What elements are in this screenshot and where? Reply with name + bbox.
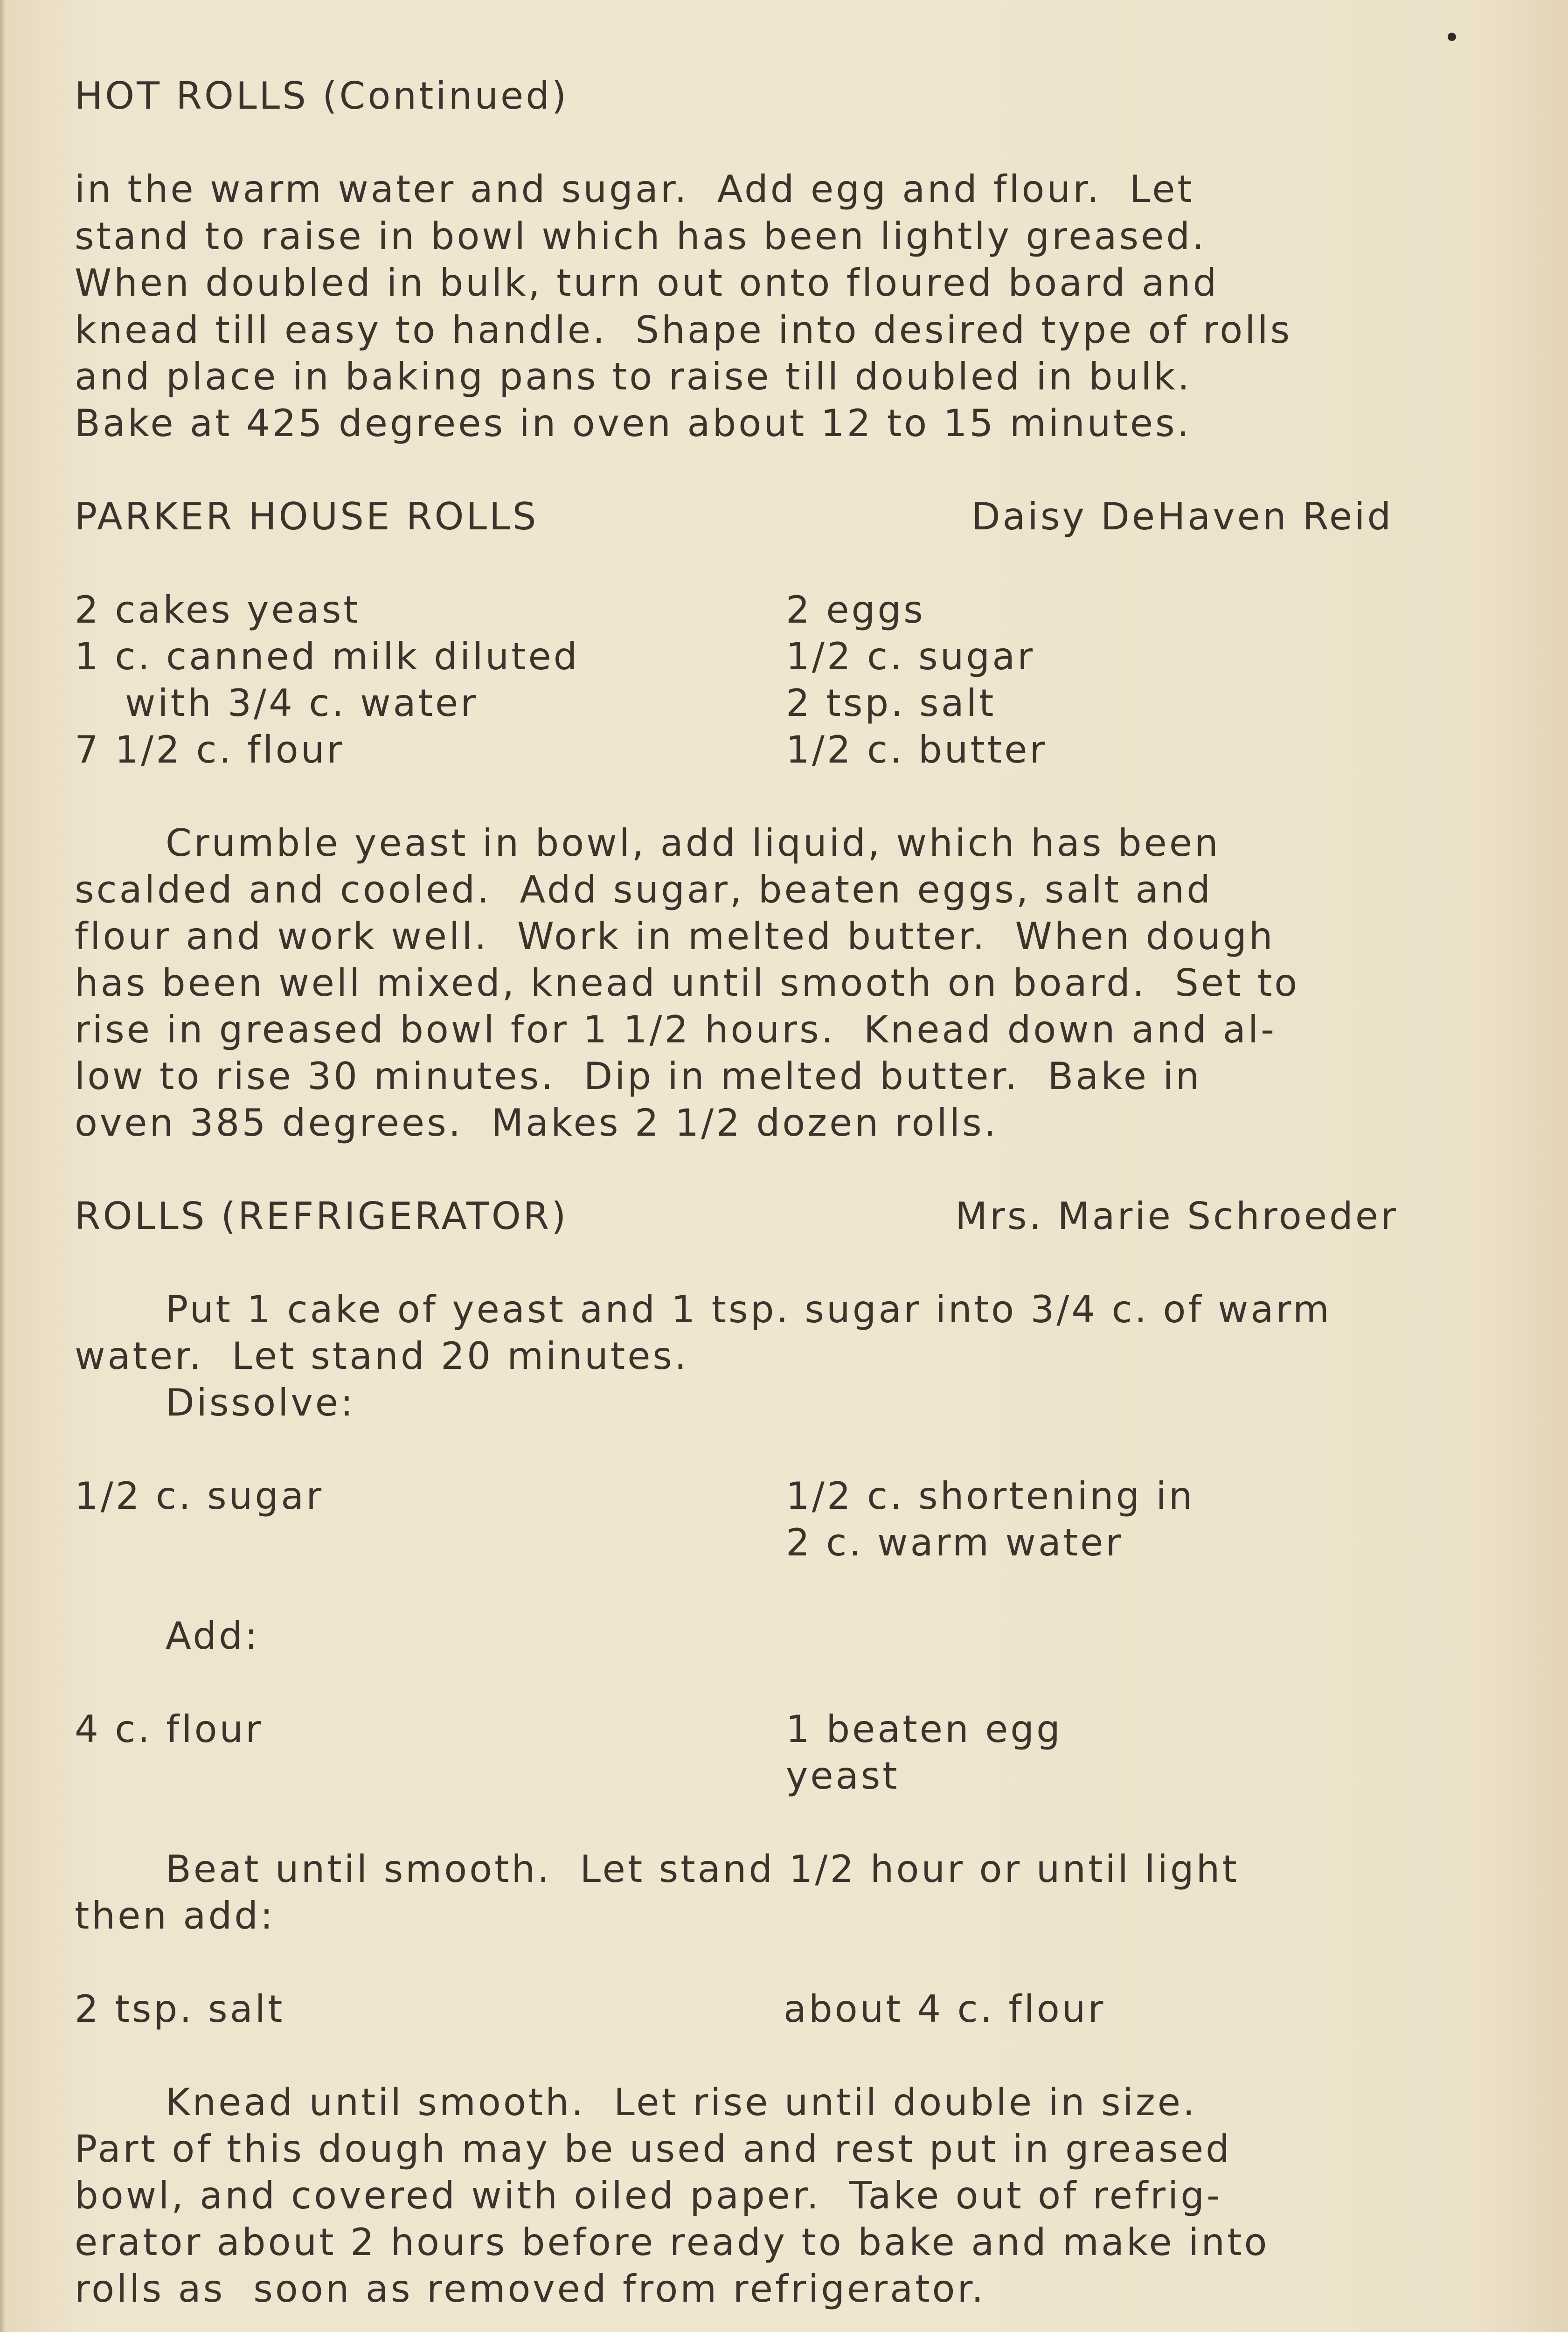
hot-rolls-title: HOT ROLLS (Continued): [75, 74, 569, 118]
ingredient-left: 7 1/2 c. flour: [75, 728, 345, 771]
dissolve-label: Dissolve:: [166, 1381, 355, 1424]
ingredient-right: 2 tsp. salt: [786, 681, 996, 725]
parker-house-text-line: oven 385 degrees. Makes 2 1/2 dozen rolls.: [75, 1101, 999, 1145]
ingredient-right: 2 eggs: [786, 588, 925, 632]
ingredient-right: 1/2 c. sugar: [786, 635, 1035, 678]
ingredient-right: 1/2 c. butter: [786, 728, 1048, 771]
knead-text-line: erator about 2 hours before ready to bake and make into: [75, 2221, 1270, 2264]
add-ingredient-right: yeast: [786, 1754, 900, 1798]
ingredient-left: 1 c. canned milk diluted: [75, 635, 580, 678]
parker-house-text-line: has been well mixed, knead until smooth on board. Set to: [75, 961, 1300, 1005]
add-ingredient-left: 4 c. flour: [75, 1707, 264, 1751]
knead-text-line: Part of this dough may be used and rest put in greased: [75, 2127, 1232, 2171]
hot-rolls-text-line: When doubled in bulk, turn out onto floured board and: [75, 261, 1219, 305]
parker-house-text-line: scalded and cooled. Add sugar, beaten eggs, salt and: [75, 868, 1213, 911]
dissolve-ingredient-right: 2 c. warm water: [786, 1521, 1124, 1564]
parker-house-text-line: Crumble yeast in bowl, add liquid, which has been: [166, 821, 1221, 865]
beat-text-line: then add:: [75, 1894, 275, 1937]
parker-house-text-line: flour and work well. Work in melted butter. When dough: [75, 915, 1275, 958]
ingredient-left: 2 cakes yeast: [75, 588, 361, 632]
parker-house-text-line: low to rise 30 minutes. Dip in melted butter. Bake in: [75, 1055, 1202, 1098]
add-ingredient-right: 1 beaten egg: [786, 1707, 1062, 1751]
parker-house-author: Daisy DeHaven Reid: [971, 495, 1394, 538]
dissolve-ingredient-right: 1/2 c. shortening in: [786, 1474, 1195, 1518]
add-label: Add:: [166, 1614, 260, 1658]
hot-rolls-text-line: in the warm water and sugar. Add egg and flour. Let: [75, 167, 1194, 211]
knead-text-line: Knead until smooth. Let rise until double in size.: [166, 2081, 1197, 2124]
refrigerator-intro-line: Put 1 cake of yeast and 1 tsp. sugar into 3/4 c. of warm: [166, 1288, 1332, 1331]
knead-text-line: rolls as soon as removed from refrigerator.: [75, 2267, 986, 2311]
hot-rolls-text-line: and place in baking pans to raise till doubled in bulk.: [75, 355, 1192, 398]
ink-speck: [1448, 33, 1456, 41]
hot-rolls-text-line: stand to raise in bowl which has been lightly greased.: [75, 215, 1207, 258]
hot-rolls-text-line: knead till easy to handle. Shape into desired type of rolls: [75, 308, 1292, 352]
hot-rolls-text-line: Bake at 425 degrees in oven about 12 to 15 minutes.: [75, 402, 1192, 445]
parker-house-text-line: rise in greased bowl for 1 1/2 hours. Knead down and al-: [75, 1008, 1277, 1051]
refrigerator-author: Mrs. Marie Schroeder: [955, 1194, 1398, 1238]
ingredient-left: with 3/4 c. water: [125, 681, 479, 725]
dissolve-ingredient-left: 1/2 c. sugar: [75, 1474, 324, 1518]
then-ingredient-left: 2 tsp. salt: [75, 1987, 285, 2031]
knead-text-line: bowl, and covered with oiled paper. Take out of refrig-: [75, 2174, 1222, 2217]
refrigerator-intro-line: water. Let stand 20 minutes.: [75, 1334, 689, 1378]
page-binding-edge: [0, 0, 6, 2332]
then-ingredient-right: about 4 c. flour: [784, 1987, 1106, 2031]
refrigerator-title: ROLLS (REFRIGERATOR): [75, 1194, 569, 1238]
beat-text-line: Beat until smooth. Let stand 1/2 hour or until light: [166, 1847, 1239, 1891]
parker-house-title: PARKER HOUSE ROLLS: [75, 495, 539, 538]
